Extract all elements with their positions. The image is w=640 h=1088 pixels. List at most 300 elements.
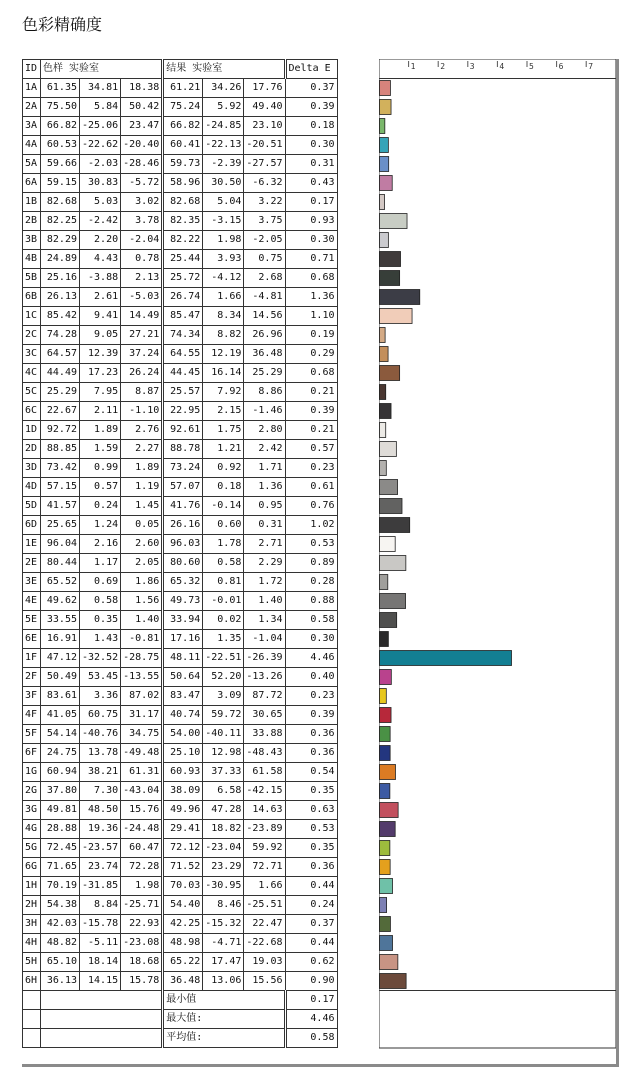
sample-b: 61.31 (121, 763, 163, 782)
delta-e-value: 0.63 (285, 801, 337, 820)
sample-a: -25.06 (80, 117, 121, 136)
result-b: 33.88 (244, 725, 285, 744)
result-b: -13.26 (244, 668, 285, 687)
sample-b: -23.08 (121, 934, 163, 953)
row-id: 3H (23, 915, 41, 934)
delta-e-value: 4.46 (285, 649, 337, 668)
result-b: 0.75 (244, 250, 285, 269)
sample-l: 65.52 (41, 573, 80, 592)
sample-l: 82.25 (41, 212, 80, 231)
result-a: 7.92 (203, 383, 244, 402)
result-l: 73.24 (163, 459, 203, 478)
sample-b: 60.47 (121, 839, 163, 858)
delta-e-value: 0.35 (285, 839, 337, 858)
sample-l: 65.10 (41, 953, 80, 972)
result-b: 2.42 (244, 440, 285, 459)
sample-b: -49.48 (121, 744, 163, 763)
result-l: 88.78 (163, 440, 203, 459)
result-a: 16.14 (203, 364, 244, 383)
sample-a: 9.41 (80, 307, 121, 326)
sample-a: 0.58 (80, 592, 121, 611)
result-a: 0.92 (203, 459, 244, 478)
result-a: 30.50 (203, 174, 244, 193)
x-tick-label: 2 (440, 62, 446, 71)
result-a: -22.13 (203, 136, 244, 155)
result-a: 0.60 (203, 516, 244, 535)
result-a: 3.09 (203, 687, 244, 706)
row-id: 1G (23, 763, 41, 782)
delta-e-value: 0.44 (285, 934, 337, 953)
sample-l: 61.35 (41, 79, 80, 98)
delta-e-value: 0.17 (285, 193, 337, 212)
result-l: 36.48 (163, 972, 203, 991)
result-l: 96.03 (163, 535, 203, 554)
result-l: 40.74 (163, 706, 203, 725)
sample-b: 72.28 (121, 858, 163, 877)
result-a: -24.85 (203, 117, 244, 136)
sample-l: 92.72 (41, 421, 80, 440)
result-l: 82.22 (163, 231, 203, 250)
delta-e-value: 0.68 (285, 364, 337, 383)
result-a: 3.93 (203, 250, 244, 269)
sample-a: -32.52 (80, 649, 121, 668)
sample-a: 7.95 (80, 383, 121, 402)
sample-a: -31.85 (80, 877, 121, 896)
result-a: -4.71 (203, 934, 244, 953)
result-l: 25.44 (163, 250, 203, 269)
row-id: 4G (23, 820, 41, 839)
sample-l: 24.89 (41, 250, 80, 269)
result-a: -3.15 (203, 212, 244, 231)
sample-a: 38.21 (80, 763, 121, 782)
sample-a: 2.11 (80, 402, 121, 421)
sample-a: 1.43 (80, 630, 121, 649)
delta-e-value: 0.54 (285, 763, 337, 782)
sample-l: 60.94 (41, 763, 80, 782)
result-a: 52.20 (203, 668, 244, 687)
result-a: 0.02 (203, 611, 244, 630)
sample-l: 44.49 (41, 364, 80, 383)
result-b: 1.71 (244, 459, 285, 478)
sample-a: 0.35 (80, 611, 121, 630)
result-l: 64.55 (163, 345, 203, 364)
sample-l: 59.15 (41, 174, 80, 193)
summary-value: 0.58 (285, 1029, 337, 1048)
row-id: 3G (23, 801, 41, 820)
sample-l: 54.38 (41, 896, 80, 915)
result-b: 3.75 (244, 212, 285, 231)
result-l: 38.09 (163, 782, 203, 801)
delta-e-value: 0.39 (285, 706, 337, 725)
delta-e-value: 0.23 (285, 687, 337, 706)
sample-l: 36.13 (41, 972, 80, 991)
delta-e-value: 0.23 (285, 459, 337, 478)
sample-l: 50.49 (41, 668, 80, 687)
result-b: 59.92 (244, 839, 285, 858)
delta-e-value: 1.10 (285, 307, 337, 326)
sample-l: 49.81 (41, 801, 80, 820)
delta-e-value: 0.62 (285, 953, 337, 972)
sample-l: 82.68 (41, 193, 80, 212)
sample-a: -15.78 (80, 915, 121, 934)
result-a: -23.04 (203, 839, 244, 858)
result-a: 0.18 (203, 478, 244, 497)
result-b: 49.40 (244, 98, 285, 117)
sample-a: 60.75 (80, 706, 121, 725)
row-id: 4E (23, 592, 41, 611)
delta-e-value: 0.21 (285, 383, 337, 402)
sample-a: -5.11 (80, 934, 121, 953)
sample-l: 70.19 (41, 877, 80, 896)
sample-b: -28.46 (121, 155, 163, 174)
sample-l: 57.15 (41, 478, 80, 497)
result-l: 49.73 (163, 592, 203, 611)
x-tick-label: 7 (588, 62, 594, 71)
sample-a: 2.20 (80, 231, 121, 250)
sample-b: -1.10 (121, 402, 163, 421)
result-l: 58.96 (163, 174, 203, 193)
result-l: 41.76 (163, 497, 203, 516)
result-b: 1.40 (244, 592, 285, 611)
sample-a: 7.30 (80, 782, 121, 801)
result-a: 8.46 (203, 896, 244, 915)
delta-e-value: 0.57 (285, 440, 337, 459)
row-id: 2C (23, 326, 41, 345)
sample-l: 41.57 (41, 497, 80, 516)
sample-a: -40.76 (80, 725, 121, 744)
row-id: 4A (23, 136, 41, 155)
result-l: 85.47 (163, 307, 203, 326)
result-b: -23.89 (244, 820, 285, 839)
sample-a: 5.03 (80, 193, 121, 212)
row-id: 2F (23, 668, 41, 687)
row-id: 6B (23, 288, 41, 307)
sample-a: 0.99 (80, 459, 121, 478)
result-b: 36.48 (244, 345, 285, 364)
sample-l: 82.29 (41, 231, 80, 250)
result-b: -6.32 (244, 174, 285, 193)
delta-e-value: 0.39 (285, 98, 337, 117)
result-l: 80.60 (163, 554, 203, 573)
result-a: 6.58 (203, 782, 244, 801)
result-l: 83.47 (163, 687, 203, 706)
sample-b: 3.78 (121, 212, 163, 231)
sample-b: 27.21 (121, 326, 163, 345)
result-a: 13.06 (203, 972, 244, 991)
delta-e-value: 0.53 (285, 820, 337, 839)
row-id: 1C (23, 307, 41, 326)
sample-l: 42.03 (41, 915, 80, 934)
delta-e-value: 0.76 (285, 497, 337, 516)
sample-a: 1.89 (80, 421, 121, 440)
sample-l: 22.67 (41, 402, 80, 421)
sample-l: 54.14 (41, 725, 80, 744)
sample-b: 18.68 (121, 953, 163, 972)
sample-a: 53.45 (80, 668, 121, 687)
sample-a: -2.03 (80, 155, 121, 174)
sample-a: 1.59 (80, 440, 121, 459)
result-l: 65.22 (163, 953, 203, 972)
result-l: 17.16 (163, 630, 203, 649)
result-l: 25.10 (163, 744, 203, 763)
result-l: 33.94 (163, 611, 203, 630)
row-id: 3A (23, 117, 41, 136)
delta-e-value: 0.88 (285, 592, 337, 611)
result-a: -0.14 (203, 497, 244, 516)
result-l: 71.52 (163, 858, 203, 877)
result-a: 34.26 (203, 79, 244, 98)
result-b: -1.46 (244, 402, 285, 421)
result-l: 29.41 (163, 820, 203, 839)
sample-a: 12.39 (80, 345, 121, 364)
sample-a: 18.14 (80, 953, 121, 972)
result-b: 2.71 (244, 535, 285, 554)
result-l: 72.12 (163, 839, 203, 858)
delta-e-value: 0.36 (285, 725, 337, 744)
header-sample-lab: 色样 实验室 (41, 60, 163, 79)
sample-b: 1.40 (121, 611, 163, 630)
sample-a: 5.84 (80, 98, 121, 117)
result-b: 26.96 (244, 326, 285, 345)
sample-l: 24.75 (41, 744, 80, 763)
sample-l: 26.13 (41, 288, 80, 307)
delta-e-value: 0.53 (285, 535, 337, 554)
delta-e-value: 0.68 (285, 269, 337, 288)
sample-b: -28.75 (121, 649, 163, 668)
result-a: -0.01 (203, 592, 244, 611)
result-l: 44.45 (163, 364, 203, 383)
row-id: 1B (23, 193, 41, 212)
row-id: 6F (23, 744, 41, 763)
result-l: 50.64 (163, 668, 203, 687)
result-a: 1.75 (203, 421, 244, 440)
row-id: 1H (23, 877, 41, 896)
row-id: 5A (23, 155, 41, 174)
result-a: -15.32 (203, 915, 244, 934)
delta-e-value: 0.40 (285, 668, 337, 687)
row-id: 6A (23, 174, 41, 193)
sample-b: 87.02 (121, 687, 163, 706)
row-id: 4C (23, 364, 41, 383)
sample-a: 34.81 (80, 79, 121, 98)
result-l: 70.03 (163, 877, 203, 896)
sample-b: 0.78 (121, 250, 163, 269)
result-b: 61.58 (244, 763, 285, 782)
row-id: 4B (23, 250, 41, 269)
sample-l: 96.04 (41, 535, 80, 554)
row-id: 5D (23, 497, 41, 516)
summary-value: 4.46 (285, 1010, 337, 1029)
sample-a: 0.69 (80, 573, 121, 592)
sample-a: 23.74 (80, 858, 121, 877)
sample-b: 37.24 (121, 345, 163, 364)
sample-b: 15.78 (121, 972, 163, 991)
row-id: 6E (23, 630, 41, 649)
result-b: 1.66 (244, 877, 285, 896)
result-l: 66.82 (163, 117, 203, 136)
row-id: 3C (23, 345, 41, 364)
sample-a: -23.57 (80, 839, 121, 858)
result-b: -20.51 (244, 136, 285, 155)
result-l: 22.95 (163, 402, 203, 421)
result-a: 12.19 (203, 345, 244, 364)
result-b: 1.34 (244, 611, 285, 630)
result-b: 1.36 (244, 478, 285, 497)
row-id: 4D (23, 478, 41, 497)
sample-l: 47.12 (41, 649, 80, 668)
row-id: 2B (23, 212, 41, 231)
result-l: 26.16 (163, 516, 203, 535)
result-a: 18.82 (203, 820, 244, 839)
sample-l: 83.61 (41, 687, 80, 706)
sample-l: 64.57 (41, 345, 80, 364)
sample-b: 34.75 (121, 725, 163, 744)
result-l: 60.93 (163, 763, 203, 782)
delta-e-value: 0.43 (285, 174, 337, 193)
sample-a: 17.23 (80, 364, 121, 383)
summary-value: 0.17 (285, 991, 337, 1010)
sample-l: 25.65 (41, 516, 80, 535)
sample-b: 1.98 (121, 877, 163, 896)
sample-b: -24.48 (121, 820, 163, 839)
sample-l: 66.82 (41, 117, 80, 136)
row-id: 5H (23, 953, 41, 972)
result-a: 8.34 (203, 307, 244, 326)
sample-b: 2.60 (121, 535, 163, 554)
result-a: 1.66 (203, 288, 244, 307)
row-id: 3B (23, 231, 41, 250)
sample-a: 8.84 (80, 896, 121, 915)
delta-e-value: 0.30 (285, 231, 337, 250)
result-b: 14.56 (244, 307, 285, 326)
delta-e-value: 0.28 (285, 573, 337, 592)
sample-a: 13.78 (80, 744, 121, 763)
sample-l: 71.65 (41, 858, 80, 877)
sample-l: 72.45 (41, 839, 80, 858)
sample-b: 14.49 (121, 307, 163, 326)
row-id: 6D (23, 516, 41, 535)
sample-a: 1.24 (80, 516, 121, 535)
sample-l: 41.05 (41, 706, 80, 725)
result-b: -22.68 (244, 934, 285, 953)
sample-l: 73.42 (41, 459, 80, 478)
result-b: -25.51 (244, 896, 285, 915)
result-l: 75.24 (163, 98, 203, 117)
delta-e-value: 0.44 (285, 877, 337, 896)
x-tick-label: 5 (529, 62, 534, 71)
sample-b: -13.55 (121, 668, 163, 687)
sample-a: 9.05 (80, 326, 121, 345)
delta-e-value: 0.36 (285, 744, 337, 763)
result-l: 65.32 (163, 573, 203, 592)
result-l: 26.74 (163, 288, 203, 307)
delta-e-value: 0.30 (285, 136, 337, 155)
result-b: -26.39 (244, 649, 285, 668)
row-id: 5G (23, 839, 41, 858)
result-a: 1.78 (203, 535, 244, 554)
result-l: 82.68 (163, 193, 203, 212)
row-id: 3E (23, 573, 41, 592)
x-tick-label: 4 (499, 62, 505, 71)
sample-a: 48.50 (80, 801, 121, 820)
result-b: -27.57 (244, 155, 285, 174)
result-b: 17.76 (244, 79, 285, 98)
sample-b: -2.04 (121, 231, 163, 250)
result-l: 42.25 (163, 915, 203, 934)
header-result-lab: 结果 实验室 (163, 60, 285, 79)
sample-a: -3.88 (80, 269, 121, 288)
result-l: 54.00 (163, 725, 203, 744)
sample-b: 1.45 (121, 497, 163, 516)
sample-l: 37.80 (41, 782, 80, 801)
row-id: 4H (23, 934, 41, 953)
x-tick-label: 6 (558, 62, 564, 71)
delta-e-value: 0.37 (285, 79, 337, 98)
result-l: 25.72 (163, 269, 203, 288)
sample-b: 8.87 (121, 383, 163, 402)
sample-l: 74.28 (41, 326, 80, 345)
sample-l: 28.88 (41, 820, 80, 839)
result-a: -30.95 (203, 877, 244, 896)
result-l: 82.35 (163, 212, 203, 231)
row-id: 5C (23, 383, 41, 402)
sample-l: 33.55 (41, 611, 80, 630)
summary-label: 最小值 (163, 991, 285, 1010)
result-b: 0.31 (244, 516, 285, 535)
delta-e-value: 0.21 (285, 421, 337, 440)
sample-b: -5.03 (121, 288, 163, 307)
result-a: 23.29 (203, 858, 244, 877)
result-b: 0.95 (244, 497, 285, 516)
result-l: 57.07 (163, 478, 203, 497)
row-id: 6G (23, 858, 41, 877)
sample-a: 30.83 (80, 174, 121, 193)
row-id: 1F (23, 649, 41, 668)
sample-b: 50.42 (121, 98, 163, 117)
sample-l: 60.53 (41, 136, 80, 155)
row-id: 6C (23, 402, 41, 421)
result-a: -4.12 (203, 269, 244, 288)
result-b: 22.47 (244, 915, 285, 934)
result-b: 23.10 (244, 117, 285, 136)
delta-e-value: 0.29 (285, 345, 337, 364)
sample-b: 0.05 (121, 516, 163, 535)
result-l: 74.34 (163, 326, 203, 345)
delta-e-value: 0.39 (285, 402, 337, 421)
row-id: 2H (23, 896, 41, 915)
sample-b: 26.24 (121, 364, 163, 383)
page-title: 色彩精确度 (22, 15, 103, 34)
result-a: -22.51 (203, 649, 244, 668)
result-l: 59.73 (163, 155, 203, 174)
result-b: 2.29 (244, 554, 285, 573)
result-b: 15.56 (244, 972, 285, 991)
result-a: -40.11 (203, 725, 244, 744)
result-a: 0.58 (203, 554, 244, 573)
result-b: 87.72 (244, 687, 285, 706)
delta-e-value: 0.61 (285, 478, 337, 497)
x-tick-label: 3 (469, 62, 475, 71)
result-a: 0.81 (203, 573, 244, 592)
sample-a: 4.43 (80, 250, 121, 269)
result-b: -2.05 (244, 231, 285, 250)
row-id: 1A (23, 79, 41, 98)
result-l: 48.98 (163, 934, 203, 953)
result-b: 25.29 (244, 364, 285, 383)
sample-l: 49.62 (41, 592, 80, 611)
result-b: 19.03 (244, 953, 285, 972)
result-a: 47.28 (203, 801, 244, 820)
